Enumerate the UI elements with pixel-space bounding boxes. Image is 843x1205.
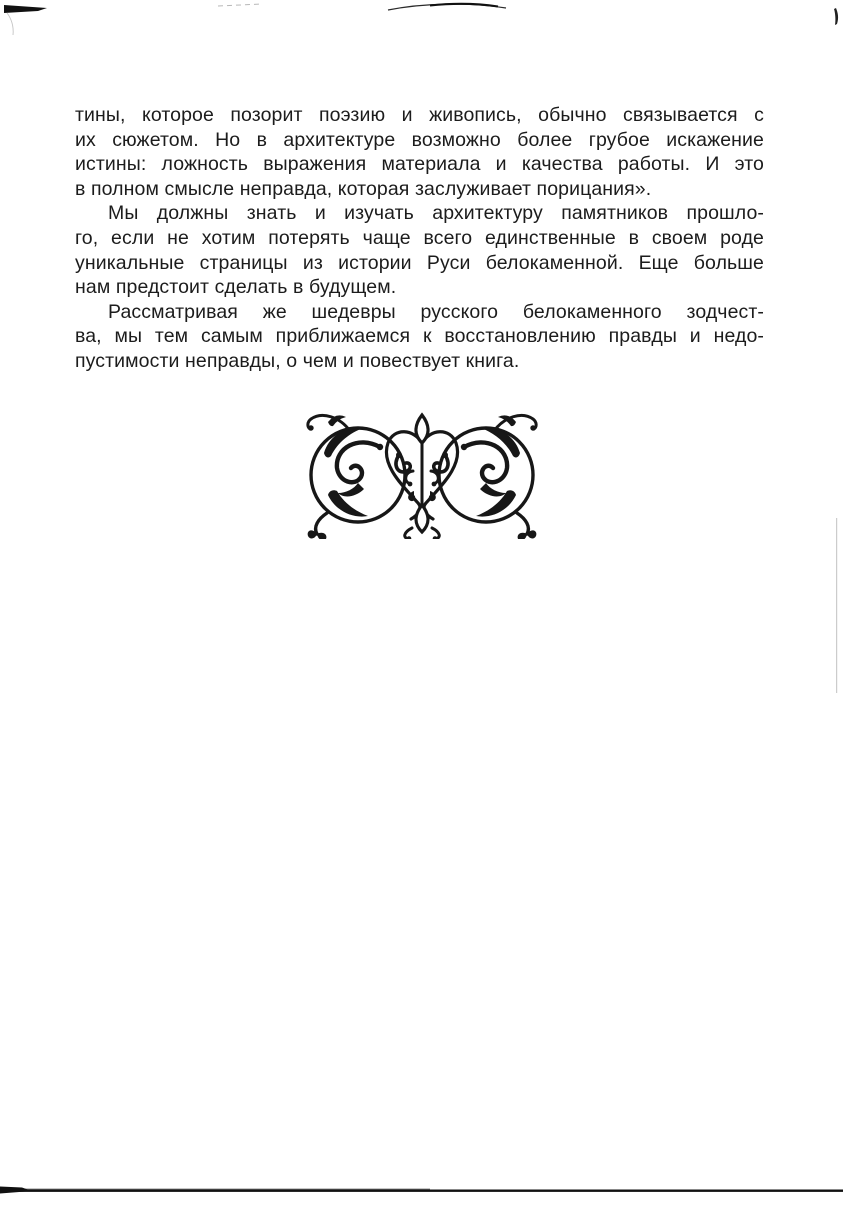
bottom-scan-edge	[0, 1187, 843, 1194]
dashed-scratch	[218, 4, 262, 6]
ink-wedge-top-left	[4, 5, 47, 35]
text-line: их сюжетом. Но в архитектуре возможно более грубое искажение	[75, 128, 764, 151]
text-block	[75, 103, 764, 374]
text-line: Рассматривая же шедевры русского белокаменного зодчест-	[108, 300, 764, 323]
paragraph-3	[75, 300, 764, 374]
text-line: пустимости неправды, о чем и повествует книга.	[75, 349, 520, 372]
vertical-scan-line	[836, 518, 837, 693]
floral-vignette-icon	[300, 409, 544, 539]
text-line: го, если не хотим потерять чаще всего единственные в своем роде	[75, 226, 764, 249]
right-edge-mark	[834, 8, 838, 25]
paragraph-2	[75, 201, 764, 299]
curved-scratch	[388, 4, 506, 10]
text-line: уникальные страницы из истории Руси белокаменной. Еще больше	[75, 251, 764, 274]
text-line: тины, которое позорит поэзию и живопись, обычно связывается с	[75, 104, 764, 126]
text-line: ва, мы тем самым приближаемся к восстановлению правды и недо-	[75, 325, 764, 348]
floral-vignette-ornament	[300, 409, 544, 539]
text-line: истины: ложность выражения материала и качества работы. И это	[75, 153, 764, 176]
text-line: нам предстоит сделать в будущем.	[75, 276, 397, 299]
paragraph-1	[75, 103, 764, 201]
text-line: в полном смысле неправда, которая заслуживает порицания».	[75, 177, 652, 200]
text-line: Мы должны знать и изучать архитектуру памятников прошло-	[108, 202, 764, 225]
